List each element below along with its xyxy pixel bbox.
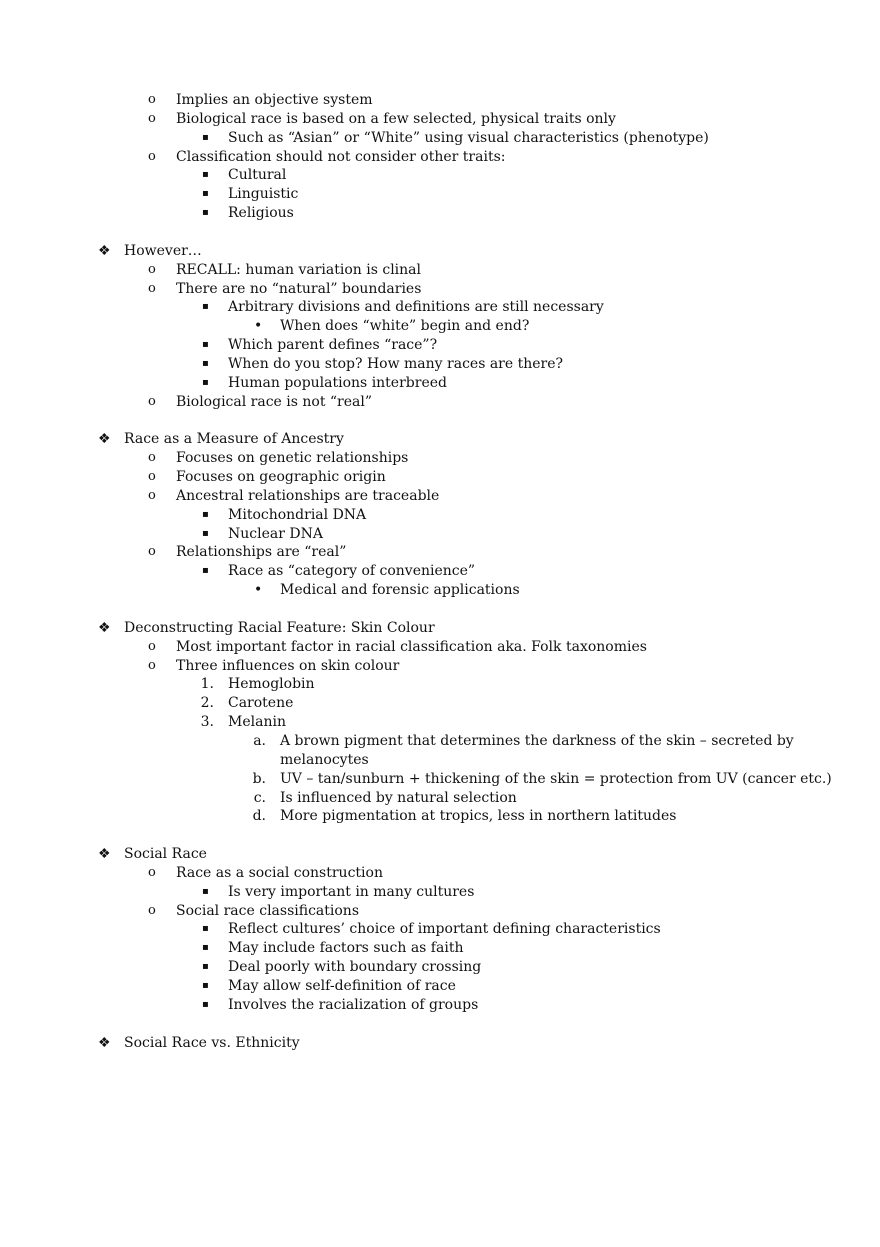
square-bullet-icon: ▪	[202, 527, 209, 539]
list-item-text: Hemoglobin	[228, 676, 315, 693]
outline-line-level-1	[0, 637, 880, 657]
circle-bullet-icon: o	[148, 450, 156, 466]
outline-line-level-2	[0, 524, 880, 544]
list-number-label: a.	[253, 732, 266, 749]
outline-line-level-3	[0, 788, 880, 808]
list-item-text: Social race classifications	[176, 902, 359, 919]
outline-line-level-2	[0, 297, 880, 317]
list-item-text: Carotene	[228, 695, 294, 712]
list-item-text: Focuses on genetic relationships	[176, 450, 409, 467]
list-item-text: Biological race is not “real”	[176, 393, 373, 410]
outline-line-level-1	[0, 260, 880, 280]
list-item-text: Which parent defines “race”?	[228, 337, 438, 354]
outline-line-level-2	[0, 373, 880, 393]
diamond-bullet-icon: ❖	[98, 1034, 111, 1051]
circle-bullet-icon: o	[148, 657, 156, 673]
section-heading: However…	[124, 242, 202, 259]
outline-line-level-1	[0, 901, 880, 921]
square-bullet-icon: ▪	[202, 301, 209, 313]
list-item-text: RECALL: human variation is clinal	[176, 261, 421, 278]
circle-bullet-icon: o	[148, 393, 156, 409]
square-bullet-icon: ▪	[202, 942, 209, 954]
outline-line-level-0	[0, 1033, 880, 1053]
outline-line-level-2	[0, 184, 880, 204]
outline-line-level-1	[0, 542, 880, 562]
outline-line-level-1	[0, 467, 880, 487]
list-item-text: Such as “Asian” or “White” using visual characteristics (phenotype)	[228, 129, 709, 146]
outline-line-level-2	[0, 693, 880, 713]
circle-bullet-icon: o	[148, 902, 156, 918]
list-item-text: Reflect cultures’ choice of important defining characteristics	[228, 921, 661, 938]
outline-line-level-3	[0, 731, 880, 751]
circle-bullet-icon: o	[148, 638, 156, 654]
outline-line-level-2	[0, 957, 880, 977]
list-number-label: c.	[253, 789, 266, 806]
list-number-label: 2.	[200, 695, 214, 712]
circle-bullet-icon: o	[148, 864, 156, 880]
list-item-text: Biological race is based on a few selected, physical traits only	[176, 110, 616, 127]
square-bullet-icon: ▪	[202, 169, 209, 181]
list-item-text: Nuclear DNA	[228, 525, 323, 542]
list-number-label: d.	[252, 808, 266, 825]
list-item-text: Linguistic	[228, 186, 299, 203]
dot-bullet-icon: •	[254, 318, 263, 335]
square-bullet-icon: ▪	[202, 961, 209, 973]
outline-line-level-2	[0, 674, 880, 694]
list-item-text: Cultural	[228, 167, 287, 184]
list-item-text: May include factors such as faith	[228, 940, 464, 957]
outline-line-level-1	[0, 109, 880, 129]
outline-line-level-0	[0, 241, 880, 261]
section-heading: Social Race vs. Ethnicity	[124, 1034, 300, 1051]
outline-line-level-2	[0, 712, 880, 732]
list-item-text: Involves the racialization of groups	[228, 996, 479, 1013]
square-bullet-icon: ▪	[202, 565, 209, 577]
outline-line-level-1	[0, 486, 880, 506]
list-item-text: Medical and forensic applications	[280, 582, 520, 599]
list-item-text: Race as a social construction	[176, 864, 383, 881]
outline-line-level-2	[0, 995, 880, 1015]
outline-line-level-2	[0, 561, 880, 581]
list-item-text: melanocytes	[280, 751, 369, 768]
outline-line-level-2	[0, 919, 880, 939]
section-heading: Social Race	[124, 846, 207, 862]
outline-line-level-0	[0, 844, 880, 864]
diamond-bullet-icon: ❖	[98, 431, 111, 448]
list-item-text: Melanin	[228, 714, 286, 731]
list-number-label: 3.	[200, 714, 214, 731]
square-bullet-icon: ▪	[202, 923, 209, 935]
square-bullet-icon: ▪	[202, 339, 209, 351]
outline-line-level-1	[0, 147, 880, 167]
outline-line-level-2	[0, 165, 880, 185]
outline-line-level-3	[0, 806, 880, 826]
outline-line-level-2	[0, 505, 880, 525]
square-bullet-icon: ▪	[202, 508, 209, 520]
section-heading: Deconstructing Racial Feature: Skin Colour	[124, 619, 435, 636]
list-item-text: There are no “natural” boundaries	[176, 280, 422, 297]
section-heading: Race as a Measure of Ancestry	[124, 431, 344, 448]
circle-bullet-icon: o	[148, 110, 156, 126]
list-item-text: May allow self-definition of race	[228, 978, 456, 994]
diamond-bullet-icon: ❖	[98, 846, 111, 862]
square-bullet-icon: ▪	[202, 885, 209, 897]
list-item-text: Is very important in many cultures	[228, 883, 475, 900]
outline-line-level-2	[0, 203, 880, 223]
outline-line-level-1	[0, 90, 880, 110]
list-item-text: Implies an objective system	[176, 92, 373, 108]
list-item-text: A brown pigment that determines the darkness of the skin – secreted by	[280, 732, 794, 749]
square-bullet-icon: ▪	[202, 131, 209, 143]
list-item-text: Three influences on skin colour	[176, 657, 400, 674]
diamond-bullet-icon: ❖	[98, 619, 111, 636]
list-item-text: Human populations interbreed	[228, 374, 447, 391]
list-item-text: Ancestral relationships are traceable	[176, 487, 440, 504]
list-item-text: When do you stop? How many races are there?	[228, 355, 564, 372]
list-item-text: UV – tan/sunburn + thickening of the skin = protection from UV (cancer etc.)	[280, 770, 832, 787]
list-item-text: Most important factor in racial classification aka. Folk taxonomies	[176, 638, 647, 655]
outline-line-level-3	[0, 769, 880, 789]
outline-line-level-1	[0, 279, 880, 299]
list-item-text: More pigmentation at tropics, less in northern latitudes	[280, 808, 677, 825]
outline-line-level-2	[0, 938, 880, 958]
circle-bullet-icon: o	[148, 544, 156, 560]
square-bullet-icon: ▪	[202, 376, 209, 388]
list-number-label: b.	[252, 770, 266, 787]
circle-bullet-icon: o	[148, 469, 156, 484]
outline-line-level-2	[0, 354, 880, 374]
circle-bullet-icon: o	[148, 280, 156, 296]
outline-line-level-1	[0, 392, 880, 412]
outline-line-level-0	[0, 429, 880, 449]
outline-line-level-3	[0, 750, 880, 770]
square-bullet-icon: ▪	[202, 207, 209, 219]
circle-bullet-icon: o	[148, 92, 156, 107]
list-item-text: Mitochondrial DNA	[228, 506, 367, 523]
list-number-label: 1.	[200, 676, 214, 693]
outline-line-level-2	[0, 335, 880, 355]
outline-line-level-1	[0, 448, 880, 468]
circle-bullet-icon: o	[148, 487, 156, 503]
outline-line-level-2	[0, 882, 880, 902]
outline-line-level-3	[0, 580, 880, 600]
list-item-text: When does “white” begin and end?	[280, 318, 530, 335]
list-item-text: Religious	[228, 205, 294, 222]
circle-bullet-icon: o	[148, 148, 156, 164]
list-item-text: Relationships are “real”	[176, 544, 347, 561]
square-bullet-icon: ▪	[202, 188, 209, 200]
circle-bullet-icon: o	[148, 261, 156, 277]
square-bullet-icon: ▪	[202, 980, 209, 991]
list-item-text: Deal poorly with boundary crossing	[228, 959, 482, 976]
list-item-text: Arbitrary divisions and definitions are still necessary	[228, 299, 604, 316]
outline-line-level-2	[0, 128, 880, 148]
outline-line-level-1	[0, 656, 880, 676]
outline-line-level-2	[0, 976, 880, 996]
list-item-text: Classification should not consider other traits:	[176, 148, 506, 165]
diamond-bullet-icon: ❖	[98, 242, 111, 259]
list-item-text: Focuses on geographic origin	[176, 469, 386, 485]
outline-line-level-3	[0, 316, 880, 336]
square-bullet-icon: ▪	[202, 998, 209, 1010]
dot-bullet-icon: •	[254, 582, 263, 599]
list-item-text: Race as “category of convenience”	[228, 563, 476, 580]
outline-line-level-0	[0, 618, 880, 638]
outline-line-level-1	[0, 863, 880, 883]
square-bullet-icon: ▪	[202, 357, 209, 369]
list-item-text: Is influenced by natural selection	[280, 789, 517, 806]
